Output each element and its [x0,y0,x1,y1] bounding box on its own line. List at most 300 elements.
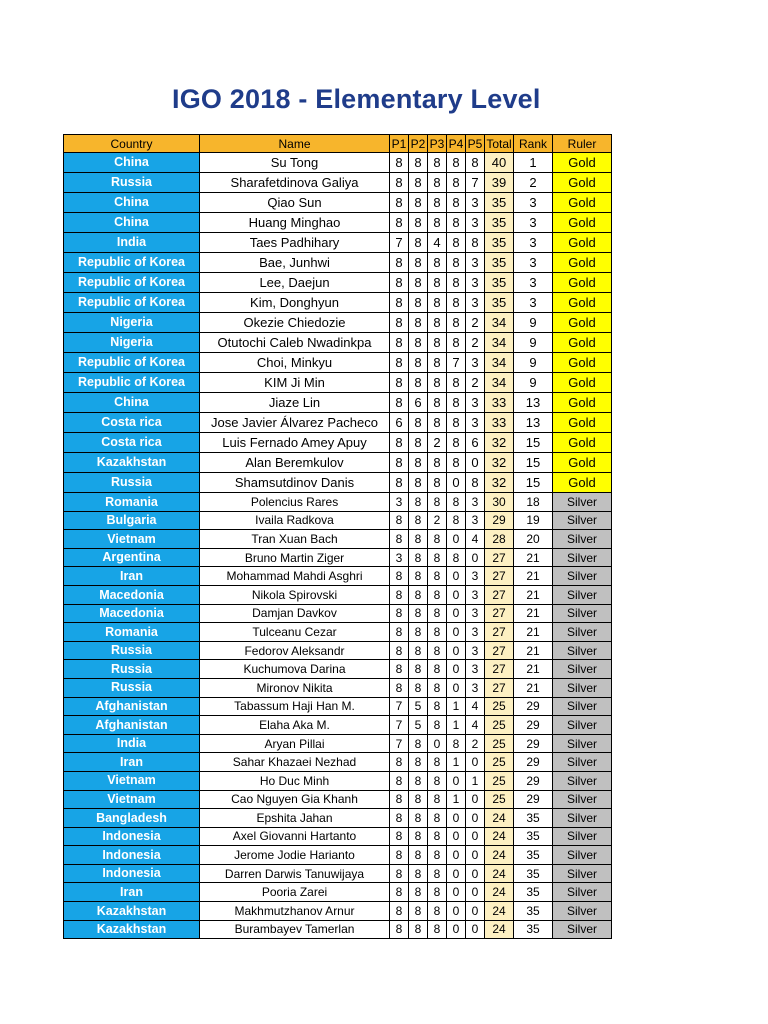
total-cell: 27 [485,660,514,679]
name-cell: Burambayev Tamerlan [200,920,390,939]
p1-cell: 8 [390,393,409,413]
table-row [64,771,612,790]
p4-cell: 0 [447,641,466,660]
p4-cell: 8 [447,333,466,353]
name-cell: Jose Javier Álvarez Pacheco [200,413,390,433]
table-row [64,790,612,809]
rank-cell: 21 [514,678,553,697]
rank-cell: 3 [514,273,553,293]
p2-cell: 8 [409,660,428,679]
p5-cell: 1 [466,771,485,790]
country-cell: China [64,213,200,233]
name-cell: Aryan Pillai [200,734,390,753]
p5-cell: 4 [466,716,485,735]
header-p4: P4 [447,135,466,153]
ruler-cell: Gold [553,313,612,333]
country-cell: Kazakhstan [64,902,200,921]
p1-cell: 7 [390,716,409,735]
rank-cell: 3 [514,233,553,253]
p5-cell: 4 [466,530,485,549]
ruler-cell: Silver [553,567,612,586]
p2-cell: 8 [409,641,428,660]
ruler-cell: Gold [553,193,612,213]
name-cell: Ho Duc Minh [200,771,390,790]
ruler-cell: Silver [553,771,612,790]
rank-cell: 29 [514,790,553,809]
name-cell: Tran Xuan Bach [200,530,390,549]
table-row [64,902,612,921]
country-cell: Republic of Korea [64,253,200,273]
p1-cell: 8 [390,771,409,790]
p3-cell: 8 [428,413,447,433]
header-p3: P3 [428,135,447,153]
p3-cell: 2 [428,433,447,453]
country-cell: Bulgaria [64,511,200,530]
table-row [64,809,612,828]
p1-cell: 8 [390,293,409,313]
total-cell: 24 [485,920,514,939]
total-cell: 39 [485,173,514,193]
total-cell: 24 [485,809,514,828]
name-cell: Okezie Chiedozie [200,313,390,333]
name-cell: Bruno Martin Ziger [200,548,390,567]
table-row [64,253,612,273]
country-cell: Russia [64,678,200,697]
rank-cell: 35 [514,902,553,921]
p4-cell: 1 [447,753,466,772]
table-row [64,333,612,353]
p4-cell: 0 [447,585,466,604]
name-cell: Jerome Jodie Harianto [200,846,390,865]
p1-cell: 8 [390,567,409,586]
p2-cell: 8 [409,846,428,865]
table-row [64,173,612,193]
country-cell: China [64,193,200,213]
total-cell: 25 [485,790,514,809]
p4-cell: 8 [447,453,466,473]
p3-cell: 8 [428,453,447,473]
header-row [64,135,612,153]
table-row [64,660,612,679]
country-cell: Republic of Korea [64,373,200,393]
ruler-cell: Gold [553,293,612,313]
country-cell: Costa rica [64,433,200,453]
ruler-cell: Gold [553,273,612,293]
country-cell: Kazakhstan [64,920,200,939]
name-cell: Tabassum Haji Han M. [200,697,390,716]
rank-cell: 35 [514,883,553,902]
rank-cell: 19 [514,511,553,530]
ruler-cell: Silver [553,585,612,604]
p2-cell: 8 [409,548,428,567]
p3-cell: 8 [428,273,447,293]
rank-cell: 13 [514,413,553,433]
p2-cell: 8 [409,273,428,293]
ruler-cell: Silver [553,902,612,921]
country-cell: Costa rica [64,413,200,433]
ruler-cell: Silver [553,530,612,549]
name-cell: Elaha Aka M. [200,716,390,735]
p3-cell: 8 [428,530,447,549]
p5-cell: 8 [466,233,485,253]
total-cell: 32 [485,433,514,453]
country-cell: Nigeria [64,333,200,353]
country-cell: China [64,153,200,173]
p1-cell: 7 [390,734,409,753]
rank-cell: 29 [514,753,553,772]
table-row [64,453,612,473]
p4-cell: 8 [447,373,466,393]
p5-cell: 0 [466,790,485,809]
p3-cell: 8 [428,473,447,493]
header-country: Country [64,135,200,153]
table-row [64,153,612,173]
country-cell: Afghanistan [64,716,200,735]
header-ruler: Ruler [553,135,612,153]
name-cell: Polencius Rares [200,493,390,512]
ruler-cell: Silver [553,697,612,716]
p5-cell: 0 [466,453,485,473]
ruler-cell: Silver [553,846,612,865]
p2-cell: 8 [409,493,428,512]
total-cell: 34 [485,353,514,373]
p1-cell: 8 [390,511,409,530]
p3-cell: 8 [428,790,447,809]
rank-cell: 21 [514,623,553,642]
rank-cell: 20 [514,530,553,549]
total-cell: 33 [485,393,514,413]
p5-cell: 0 [466,753,485,772]
p3-cell: 8 [428,920,447,939]
table-row [64,678,612,697]
p1-cell: 8 [390,641,409,660]
p5-cell: 3 [466,585,485,604]
country-cell: Republic of Korea [64,273,200,293]
rank-cell: 3 [514,253,553,273]
p1-cell: 8 [390,883,409,902]
table-row [64,585,612,604]
p5-cell: 3 [466,641,485,660]
p5-cell: 0 [466,920,485,939]
p3-cell: 0 [428,734,447,753]
table-row [64,293,612,313]
country-cell: Russia [64,660,200,679]
name-cell: Damjan Davkov [200,604,390,623]
p2-cell: 8 [409,623,428,642]
name-cell: Kuchumova Darina [200,660,390,679]
total-cell: 35 [485,293,514,313]
country-cell: China [64,393,200,413]
p2-cell: 8 [409,809,428,828]
name-cell: Taes Padhihary [200,233,390,253]
p1-cell: 8 [390,173,409,193]
p4-cell: 8 [447,153,466,173]
rank-cell: 35 [514,846,553,865]
p5-cell: 0 [466,809,485,828]
ruler-cell: Gold [553,233,612,253]
p1-cell: 8 [390,433,409,453]
p2-cell: 8 [409,530,428,549]
p4-cell: 0 [447,623,466,642]
p4-cell: 1 [447,790,466,809]
country-cell: Bangladesh [64,809,200,828]
rank-cell: 2 [514,173,553,193]
total-cell: 24 [485,846,514,865]
country-cell: Russia [64,473,200,493]
name-cell: Luis Fernado Amey Apuy [200,433,390,453]
p4-cell: 8 [447,273,466,293]
p3-cell: 8 [428,253,447,273]
ruler-cell: Silver [553,827,612,846]
p5-cell: 0 [466,827,485,846]
country-cell: Afghanistan [64,697,200,716]
p2-cell: 8 [409,864,428,883]
country-cell: Indonesia [64,827,200,846]
country-cell: Iran [64,753,200,772]
p4-cell: 8 [447,734,466,753]
rank-cell: 3 [514,193,553,213]
country-cell: Romania [64,493,200,512]
rank-cell: 35 [514,809,553,828]
ruler-cell: Silver [553,883,612,902]
p2-cell: 6 [409,393,428,413]
ruler-cell: Silver [553,548,612,567]
country-cell: Vietnam [64,771,200,790]
country-cell: Republic of Korea [64,353,200,373]
ruler-cell: Silver [553,716,612,735]
name-cell: Tulceanu Cezar [200,623,390,642]
p5-cell: 3 [466,393,485,413]
total-cell: 35 [485,233,514,253]
table-row [64,548,612,567]
table-row [64,273,612,293]
table-row [64,827,612,846]
ruler-cell: Silver [553,623,612,642]
p4-cell: 0 [447,883,466,902]
total-cell: 27 [485,548,514,567]
rank-cell: 13 [514,393,553,413]
table-row [64,753,612,772]
ruler-cell: Gold [553,333,612,353]
p3-cell: 8 [428,697,447,716]
p2-cell: 8 [409,734,428,753]
p1-cell: 8 [390,273,409,293]
p2-cell: 8 [409,827,428,846]
header-rank: Rank [514,135,553,153]
p2-cell: 8 [409,313,428,333]
country-cell: Indonesia [64,846,200,865]
rank-cell: 15 [514,433,553,453]
p4-cell: 0 [447,827,466,846]
p2-cell: 8 [409,678,428,697]
p4-cell: 0 [447,809,466,828]
country-cell: India [64,233,200,253]
p2-cell: 8 [409,920,428,939]
header-p1: P1 [390,135,409,153]
p5-cell: 3 [466,253,485,273]
rank-cell: 21 [514,567,553,586]
total-cell: 28 [485,530,514,549]
p1-cell: 8 [390,213,409,233]
p4-cell: 0 [447,473,466,493]
p3-cell: 8 [428,313,447,333]
name-cell: Choi, Minkyu [200,353,390,373]
p3-cell: 8 [428,771,447,790]
table-row [64,473,612,493]
total-cell: 25 [485,734,514,753]
p4-cell: 0 [447,846,466,865]
p1-cell: 3 [390,493,409,512]
rank-cell: 3 [514,293,553,313]
name-cell: Epshita Jahan [200,809,390,828]
name-cell: Otutochi Caleb Nwadinkpa [200,333,390,353]
p4-cell: 0 [447,660,466,679]
name-cell: KIM Ji Min [200,373,390,393]
name-cell: Fedorov Aleksandr [200,641,390,660]
country-cell: Iran [64,883,200,902]
table-row [64,716,612,735]
p3-cell: 8 [428,660,447,679]
p4-cell: 0 [447,864,466,883]
name-cell: Mohammad Mahdi Asghri [200,567,390,586]
total-cell: 34 [485,313,514,333]
header-p5: P5 [466,135,485,153]
p1-cell: 8 [390,902,409,921]
p5-cell: 3 [466,567,485,586]
p1-cell: 8 [390,193,409,213]
p3-cell: 4 [428,233,447,253]
p2-cell: 8 [409,293,428,313]
name-cell: Qiao Sun [200,193,390,213]
total-cell: 27 [485,585,514,604]
rank-cell: 15 [514,453,553,473]
name-cell: Lee, Daejun [200,273,390,293]
total-cell: 35 [485,273,514,293]
p1-cell: 8 [390,809,409,828]
p1-cell: 8 [390,660,409,679]
ruler-cell: Silver [553,734,612,753]
p1-cell: 8 [390,790,409,809]
rank-cell: 29 [514,734,553,753]
rank-cell: 29 [514,771,553,790]
p1-cell: 8 [390,827,409,846]
p4-cell: 8 [447,433,466,453]
total-cell: 34 [485,373,514,393]
p1-cell: 8 [390,313,409,333]
p1-cell: 8 [390,920,409,939]
table-row [64,373,612,393]
rank-cell: 35 [514,827,553,846]
p2-cell: 8 [409,193,428,213]
header-name: Name [200,135,390,153]
header-p2: P2 [409,135,428,153]
p5-cell: 3 [466,511,485,530]
ruler-cell: Silver [553,641,612,660]
p2-cell: 8 [409,604,428,623]
name-cell: Kim, Donghyun [200,293,390,313]
p4-cell: 8 [447,253,466,273]
total-cell: 35 [485,253,514,273]
table-row [64,734,612,753]
p4-cell: 8 [447,493,466,512]
p3-cell: 8 [428,173,447,193]
total-cell: 40 [485,153,514,173]
name-cell: Darren Darwis Tanuwijaya [200,864,390,883]
p4-cell: 8 [447,393,466,413]
total-cell: 25 [485,753,514,772]
p3-cell: 8 [428,153,447,173]
name-cell: Makhmutzhanov Arnur [200,902,390,921]
name-cell: Cao Nguyen Gia Khanh [200,790,390,809]
table-row [64,623,612,642]
table-row [64,233,612,253]
table-row [64,567,612,586]
p3-cell: 8 [428,373,447,393]
country-cell: Kazakhstan [64,453,200,473]
p1-cell: 8 [390,623,409,642]
ruler-cell: Silver [553,920,612,939]
p2-cell: 8 [409,253,428,273]
p1-cell: 8 [390,846,409,865]
ruler-cell: Gold [553,173,612,193]
ruler-cell: Gold [553,153,612,173]
total-cell: 24 [485,883,514,902]
table-row [64,213,612,233]
total-cell: 27 [485,678,514,697]
p3-cell: 8 [428,809,447,828]
name-cell: Jiaze Lin [200,393,390,413]
ruler-cell: Gold [553,433,612,453]
p2-cell: 8 [409,585,428,604]
p2-cell: 5 [409,697,428,716]
table-row [64,920,612,939]
p3-cell: 8 [428,827,447,846]
p2-cell: 8 [409,153,428,173]
ruler-cell: Gold [553,353,612,373]
p5-cell: 3 [466,660,485,679]
p1-cell: 3 [390,548,409,567]
total-cell: 33 [485,413,514,433]
rank-cell: 35 [514,920,553,939]
p4-cell: 0 [447,678,466,697]
total-cell: 27 [485,604,514,623]
p4-cell: 8 [447,193,466,213]
p2-cell: 5 [409,716,428,735]
p1-cell: 6 [390,413,409,433]
country-cell: Romania [64,623,200,642]
page-title: IGO 2018 - Elementary Level [172,84,541,114]
p4-cell: 8 [447,413,466,433]
p5-cell: 3 [466,413,485,433]
p3-cell: 8 [428,585,447,604]
table-row [64,604,612,623]
p4-cell: 0 [447,530,466,549]
name-cell: Sharafetdinova Galiya [200,173,390,193]
p5-cell: 0 [466,548,485,567]
name-cell: Axel Giovanni Hartanto [200,827,390,846]
total-cell: 32 [485,453,514,473]
total-cell: 35 [485,193,514,213]
table-row [64,511,612,530]
total-cell: 25 [485,716,514,735]
p3-cell: 8 [428,393,447,413]
name-cell: Ivaila Radkova [200,511,390,530]
ruler-cell: Silver [553,809,612,828]
p5-cell: 8 [466,473,485,493]
name-cell: Pooria Zarei [200,883,390,902]
rank-cell: 29 [514,697,553,716]
rank-cell: 21 [514,641,553,660]
